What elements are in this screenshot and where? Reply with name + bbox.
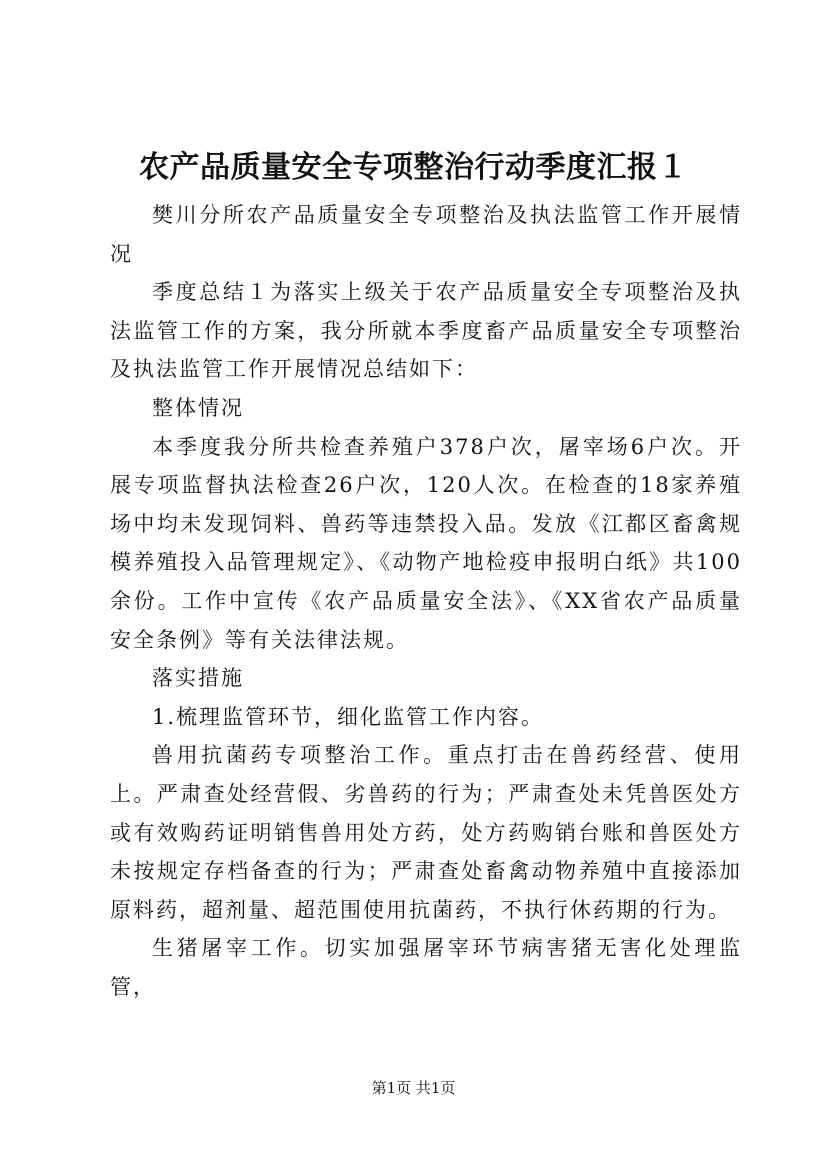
document-title: 农产品质量安全专项整治行动季度汇报１	[139, 150, 688, 185]
paragraph-slaughter: 生猪屠宰工作。切实加强屠宰环节病害猪无害化处理监管，	[110, 936, 742, 999]
paragraph-antibiotics: 兽用抗菌药专项整治工作。重点打击在兽药经营、使用上。严肃查处经营假、劣兽药的行为；严肃查处未凭兽医处方或有效购药证明销售兽用处方药，处方药购销台账和兽医处方未按规定存档备查的行为；严肃查处畜禽动物养殖中直接添加原料药，超剂量、超范围使用抗菌药，不执行休药期的行为。	[110, 743, 742, 922]
paragraph-overall: 本季度我分所共检查养殖户378户次，屠宰场6户次。开展专项监督执法检查26户次，120人次。在检查的18家养殖场中均未发现饲料、兽药等违禁投入品。发放《江都区畜禽规模养殖投入品管理规定》、《动物产地检疫申报明白纸》共100余份。工作中宣传《农产品质量安全法》、《XX省农产品质量安全条例》等有关法律法规。	[110, 434, 742, 652]
paragraph-measure-1: 1.梳理监管环节，细化监管工作内容。	[152, 704, 545, 729]
section-heading-measures: 落实措施	[152, 666, 244, 691]
document-body	[110, 196, 742, 1006]
paragraph-subtitle: 樊川分所农产品质量安全专项整治及执法监管工作开展情况	[110, 203, 742, 266]
paragraph-summary: 季度总结１为落实上级关于农产品质量安全专项整治及执法监管工作的方案，我分所就本季度畜产品质量安全专项整治及执法监管工作开展情况总结如下：	[110, 280, 742, 382]
page-footer: 第1页 共1页	[371, 1079, 456, 1097]
section-heading-overall: 整体情况	[152, 395, 244, 420]
